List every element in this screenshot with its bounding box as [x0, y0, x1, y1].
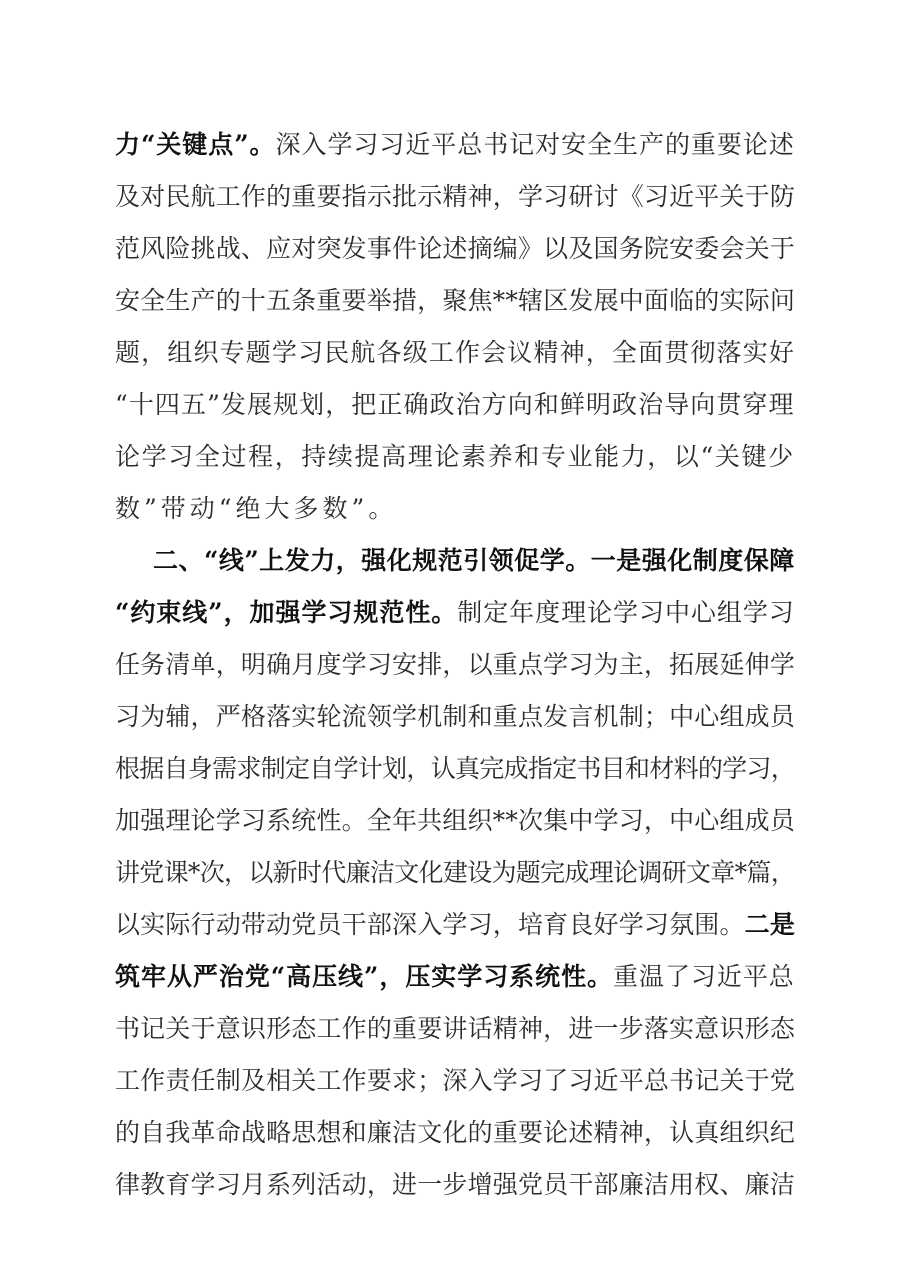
text-line: [115, 593, 795, 633]
text-line: [115, 697, 795, 737]
text-run: “十四五”发展规划，把正确政治方向和鲜明政治导向贯穿理: [115, 390, 795, 419]
text-run: 论学习全过程，持续提高理论素养和专业能力，以“关键少: [115, 442, 795, 471]
text-run: 加强理论学习系统性。全年共组织**次集中学习，中心组成员: [115, 806, 796, 835]
bold-text-run: 二、“线”上发力，强化规范引领促学。一是强化制度保障: [153, 546, 795, 575]
text-line: [115, 1009, 795, 1049]
text-run: 题，组织专题学习民航各级工作会议精神，全面贯彻落实好: [115, 338, 796, 367]
text-line: [115, 385, 795, 425]
text-run: 工作责任制及相关工作要求；深入学习了习近平总书记关于党: [115, 1066, 796, 1095]
text-line: [115, 281, 795, 321]
text-line: [115, 853, 795, 893]
text-run: 任务清单，明确月度学习安排，以重点学习为主，拓展延伸学: [115, 650, 796, 679]
text-line: [115, 333, 795, 373]
text-line: [115, 229, 795, 269]
text-run: 数”带动“绝大多数”。: [115, 494, 398, 523]
text-run: 讲党课*次，以新时代廉洁文化建设为题完成理论调研文章*篇，: [115, 858, 796, 887]
text-run: 以实际行动带动党员干部深入学习，培育良好学习氛围。: [115, 910, 745, 939]
bold-text-run: 筑牢从严治党“高压线”，压实学习系统性。: [115, 962, 614, 991]
text-line: [115, 645, 795, 685]
text-line: [115, 125, 795, 165]
text-line: [115, 1165, 795, 1205]
text-run: 习为辅，严格落实轮流领学机制和重点发言机制；中心组成员: [115, 702, 796, 731]
text-run: 根据自身需求制定自学计划，认真完成指定书目和材料的学习，: [115, 754, 796, 783]
bold-text-run: 力“关键点”。: [115, 130, 276, 159]
text-line: [115, 437, 795, 477]
text-line: [115, 801, 795, 841]
text-run: 制定年度理论学习中心组学习: [457, 598, 795, 627]
bold-text-run: 二是: [744, 910, 796, 939]
text-line: [115, 749, 795, 789]
text-run: 的自我革命战略思想和廉洁文化的重要论述精神，认真组织纪: [115, 1118, 796, 1147]
text-run: 律教育学习月系列活动，进一步增强党员干部廉洁用权、廉洁: [115, 1170, 796, 1199]
text-run: 书记关于意识形态工作的重要讲话精神，进一步落实意识形态: [115, 1014, 796, 1043]
text-run: 范风险挑战、应对突发事件论述摘编》以及国务院安委会关于: [115, 234, 796, 263]
text-line: [115, 905, 795, 945]
text-line: [115, 1113, 795, 1153]
text-line: [115, 489, 397, 529]
text-run: 安全生产的十五条重要举措，聚焦**辖区发展中面临的实际问: [115, 286, 796, 315]
text-run: 深入学习习近平总书记对安全生产的重要论述: [275, 130, 795, 159]
text-run: 重温了习近平总: [613, 962, 795, 991]
text-run: 及对民航工作的重要指示批示精神，学习研讨《习近平关于防: [115, 182, 796, 211]
text-line: [115, 177, 795, 217]
text-line: [115, 957, 795, 997]
bold-text-run: “约束线”，加强学习规范性。: [115, 598, 458, 627]
text-line: [115, 1061, 795, 1101]
text-line: [153, 541, 795, 581]
